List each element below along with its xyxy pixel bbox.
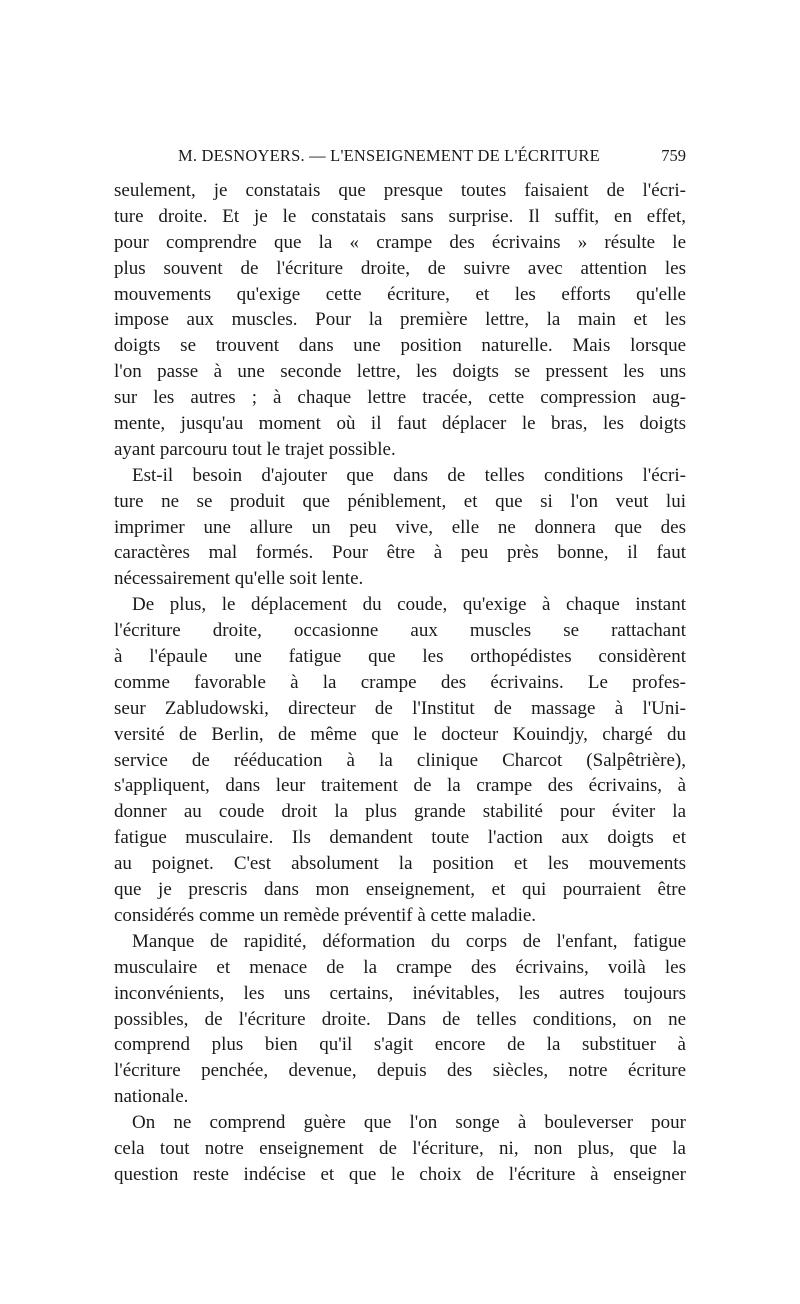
text-line: question reste indécise et que le choix de l'écriture à enseigner: [114, 1163, 686, 1185]
text-line: considérés comme un remède préventif à cette maladie.: [114, 904, 537, 926]
text-line: service de rééducation à la clinique Charcot (Salpêtrière),: [114, 749, 686, 771]
text-line: ayant parcouru tout le trajet possible.: [114, 438, 396, 460]
text-line: pour comprendre que la « crampe des écrivains » résulte le: [114, 231, 686, 253]
paragraph-1: [114, 178, 686, 463]
running-title: M. DESNOYERS. — L'ENSEIGNEMENT DE L'ÉCRITURE: [178, 146, 600, 165]
text-line: Est-il besoin d'ajouter que dans de telles conditions l'écri-: [132, 464, 686, 486]
text-line: nécessairement qu'elle soit lente.: [114, 568, 364, 590]
text-line: seur Zabludowski, directeur de l'Institut de massage à l'Uni-: [114, 697, 686, 719]
paragraph-2: [114, 463, 686, 592]
paragraph-5: [114, 1110, 686, 1188]
text-line: sur les autres ; à chaque lettre tracée, cette compression aug-: [114, 387, 686, 409]
text-line: comme favorable à la crampe des écrivains. Le profes-: [114, 671, 686, 693]
paragraph-4: [114, 929, 686, 1110]
text-line: à l'épaule une fatigue que les orthopédistes considèrent: [114, 646, 686, 668]
running-head: [114, 146, 686, 168]
text-line: versité de Berlin, de même que le docteur Kouindjy, chargé du: [114, 723, 686, 745]
text-line: inconvénients, les uns certains, inévitables, les autres toujours: [114, 982, 686, 1004]
text-line: De plus, le déplacement du coude, qu'exige à chaque instant: [132, 594, 686, 616]
text-line: l'écriture penchée, devenue, depuis des siècles, notre écriture: [114, 1060, 686, 1082]
text-line: s'appliquent, dans leur traitement de la crampe des écrivains, à: [114, 775, 686, 797]
text-line: seulement, je constatais que presque toutes faisaient de l'écri-: [114, 180, 686, 201]
text-line: On ne comprend guère que l'on songe à bouleverser pour: [132, 1112, 686, 1134]
text-line: mente, jusqu'au moment où il faut déplacer le bras, les doigts: [114, 413, 686, 435]
text-line: nationale.: [114, 1086, 189, 1108]
page-number: 759: [661, 146, 686, 165]
text-line: imprimer une allure un peu vive, elle ne donnera que des: [114, 516, 686, 538]
text-line: Manque de rapidité, déformation du corps de l'enfant, fatigue: [132, 930, 686, 952]
text-line: fatigue musculaire. Ils demandent toute l'action aux doigts et: [114, 827, 686, 849]
text-line: l'on passe à une seconde lettre, les doigts se pressent les uns: [114, 361, 686, 383]
text-line: plus souvent de l'écriture droite, de suivre avec attention les: [114, 257, 686, 279]
text-line: caractères mal formés. Pour être à peu près bonne, il faut: [114, 542, 686, 564]
text-line: ture ne se produit que péniblement, et que si l'on veut lui: [114, 490, 686, 512]
text-line: comprend plus bien qu'il s'agit encore de la substituer à: [114, 1034, 686, 1056]
text-line: possibles, de l'écriture droite. Dans de telles conditions, on ne: [114, 1008, 686, 1030]
body-text: [114, 178, 686, 1188]
paragraph-3: [114, 592, 686, 929]
text-line: donner au coude droit la plus grande stabilité pour éviter la: [114, 801, 686, 823]
text-line: que je prescris dans mon enseignement, et qui pourraient être: [114, 879, 686, 901]
text-line: doigts se trouvent dans une position naturelle. Mais lorsque: [114, 335, 686, 357]
text-line: ture droite. Et je le constatais sans surprise. Il suffit, en effet,: [114, 205, 686, 227]
text-line: l'écriture droite, occasionne aux muscles se rattachant: [114, 620, 686, 642]
text-line: cela tout notre enseignement de l'écriture, ni, non plus, que la: [114, 1137, 686, 1159]
text-line: mouvements qu'exige cette écriture, et les efforts qu'elle: [114, 283, 686, 305]
text-line: au poignet. C'est absolument la position et les mouvements: [114, 853, 686, 875]
text-line: impose aux muscles. Pour la première lettre, la main et les: [114, 309, 686, 331]
text-line: musculaire et menace de la crampe des écrivains, voilà les: [114, 956, 686, 978]
